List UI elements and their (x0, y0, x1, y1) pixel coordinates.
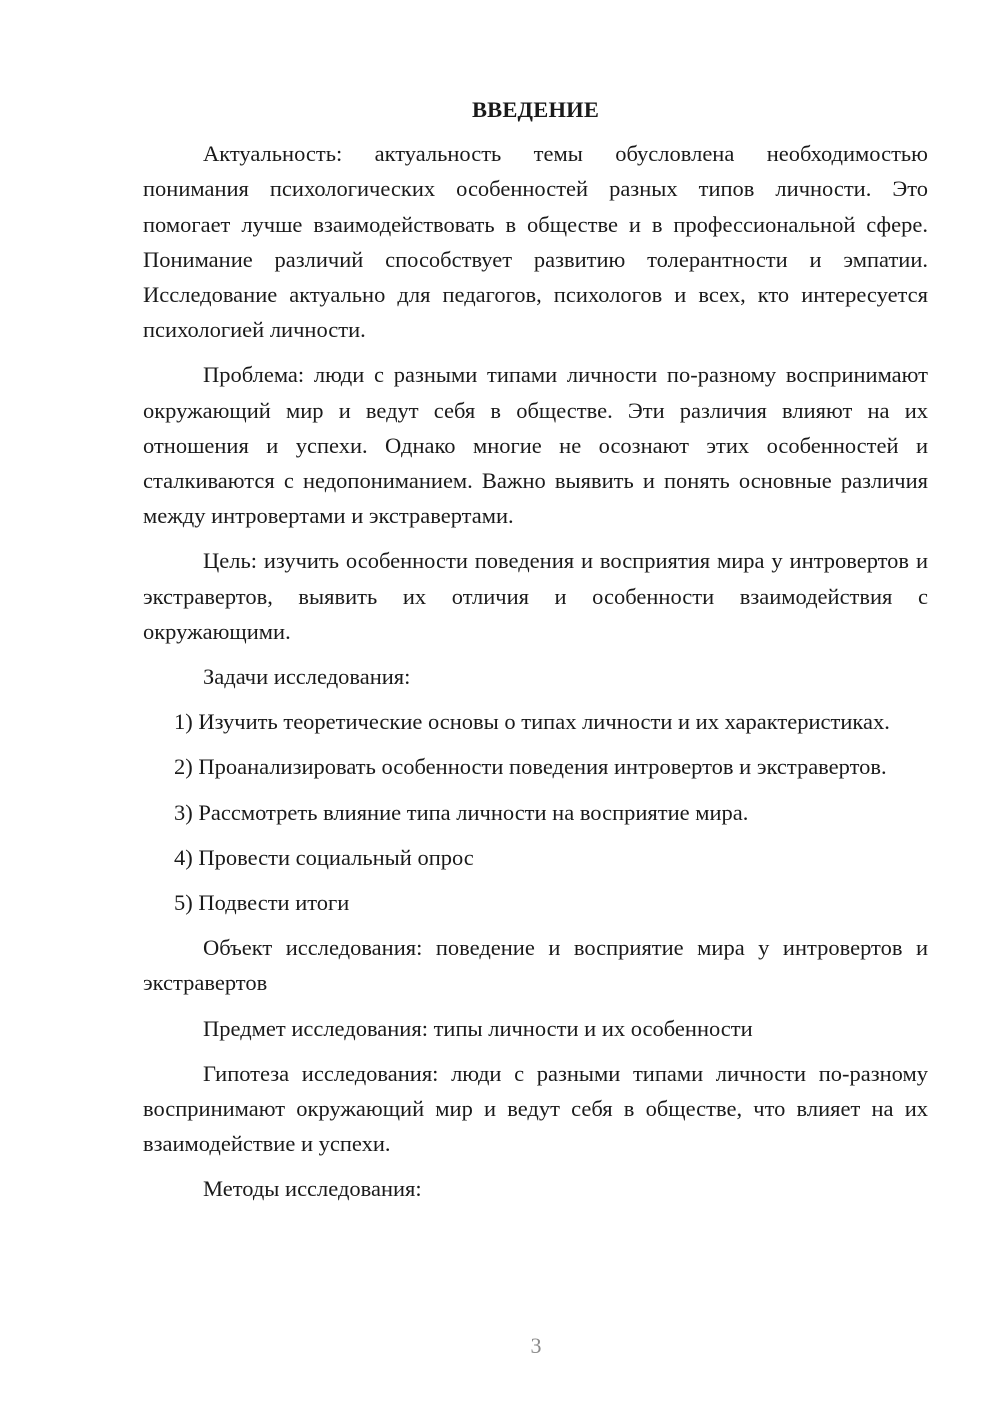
list-item: 2) Проанализировать особенности поведения интровертов и экстравертов. (174, 754, 887, 780)
problem-paragraph: Проблема: люди с разными типами личности по-разному воспринимают окружающий мир и ведут себя в обществе. Эти различия влияют на их отношения и успехи. Однако многие не осознают этих особенностей и сталкиваются с недопониманием. Важно выявить и понять основные различия между интровертами и экстравертами. (143, 362, 928, 529)
hypothesis-paragraph: Гипотеза исследования: люди с разными типами личности по-разному воспринимают окружающий мир и ведут себя в обществе, что влияет на их взаимодействие и успехи. (143, 1060, 928, 1157)
document-page (143, 92, 928, 1217)
page-number: 3 (530, 1333, 542, 1358)
relevance-paragraph: Актуальность: актуальность темы обусловлена необходимостью понимания психологических особенностей разных типов личности. Это помогает лучше взаимодействовать в обществе и в профессиональной сфере. Понимание различий способствует развитию толерантности и эмпатии. Исследование актуально для педагогов, психологов и всех, кто интересуется психологией личности. (143, 141, 928, 343)
list-item: 1) Изучить теоретические основы о типах личности и их характеристиках. (174, 709, 890, 735)
subject-paragraph: Предмет исследования: типы личности и их особенности (203, 1015, 753, 1041)
goal-paragraph: Цель: изучить особенности поведения и восприятия мира у интровертов и экстравертов, выявить их отличия и особенности взаимодействия с окружающими. (143, 548, 928, 644)
list-item: 4) Провести социальный опрос (174, 844, 474, 870)
list-item: 5) Подвести итоги (174, 890, 350, 916)
page-title: ВВЕДЕНИЕ (471, 97, 600, 122)
tasks-title: Задачи исследования: (203, 664, 411, 690)
list-item: 3) Рассмотреть влияние типа личности на восприятие мира. (174, 799, 749, 825)
object-paragraph: Объект исследования: поведение и восприятие мира у интровертов и экстравертов (143, 935, 928, 996)
methods-title: Методы исследования: (203, 1176, 422, 1202)
tasks-list (143, 704, 928, 920)
